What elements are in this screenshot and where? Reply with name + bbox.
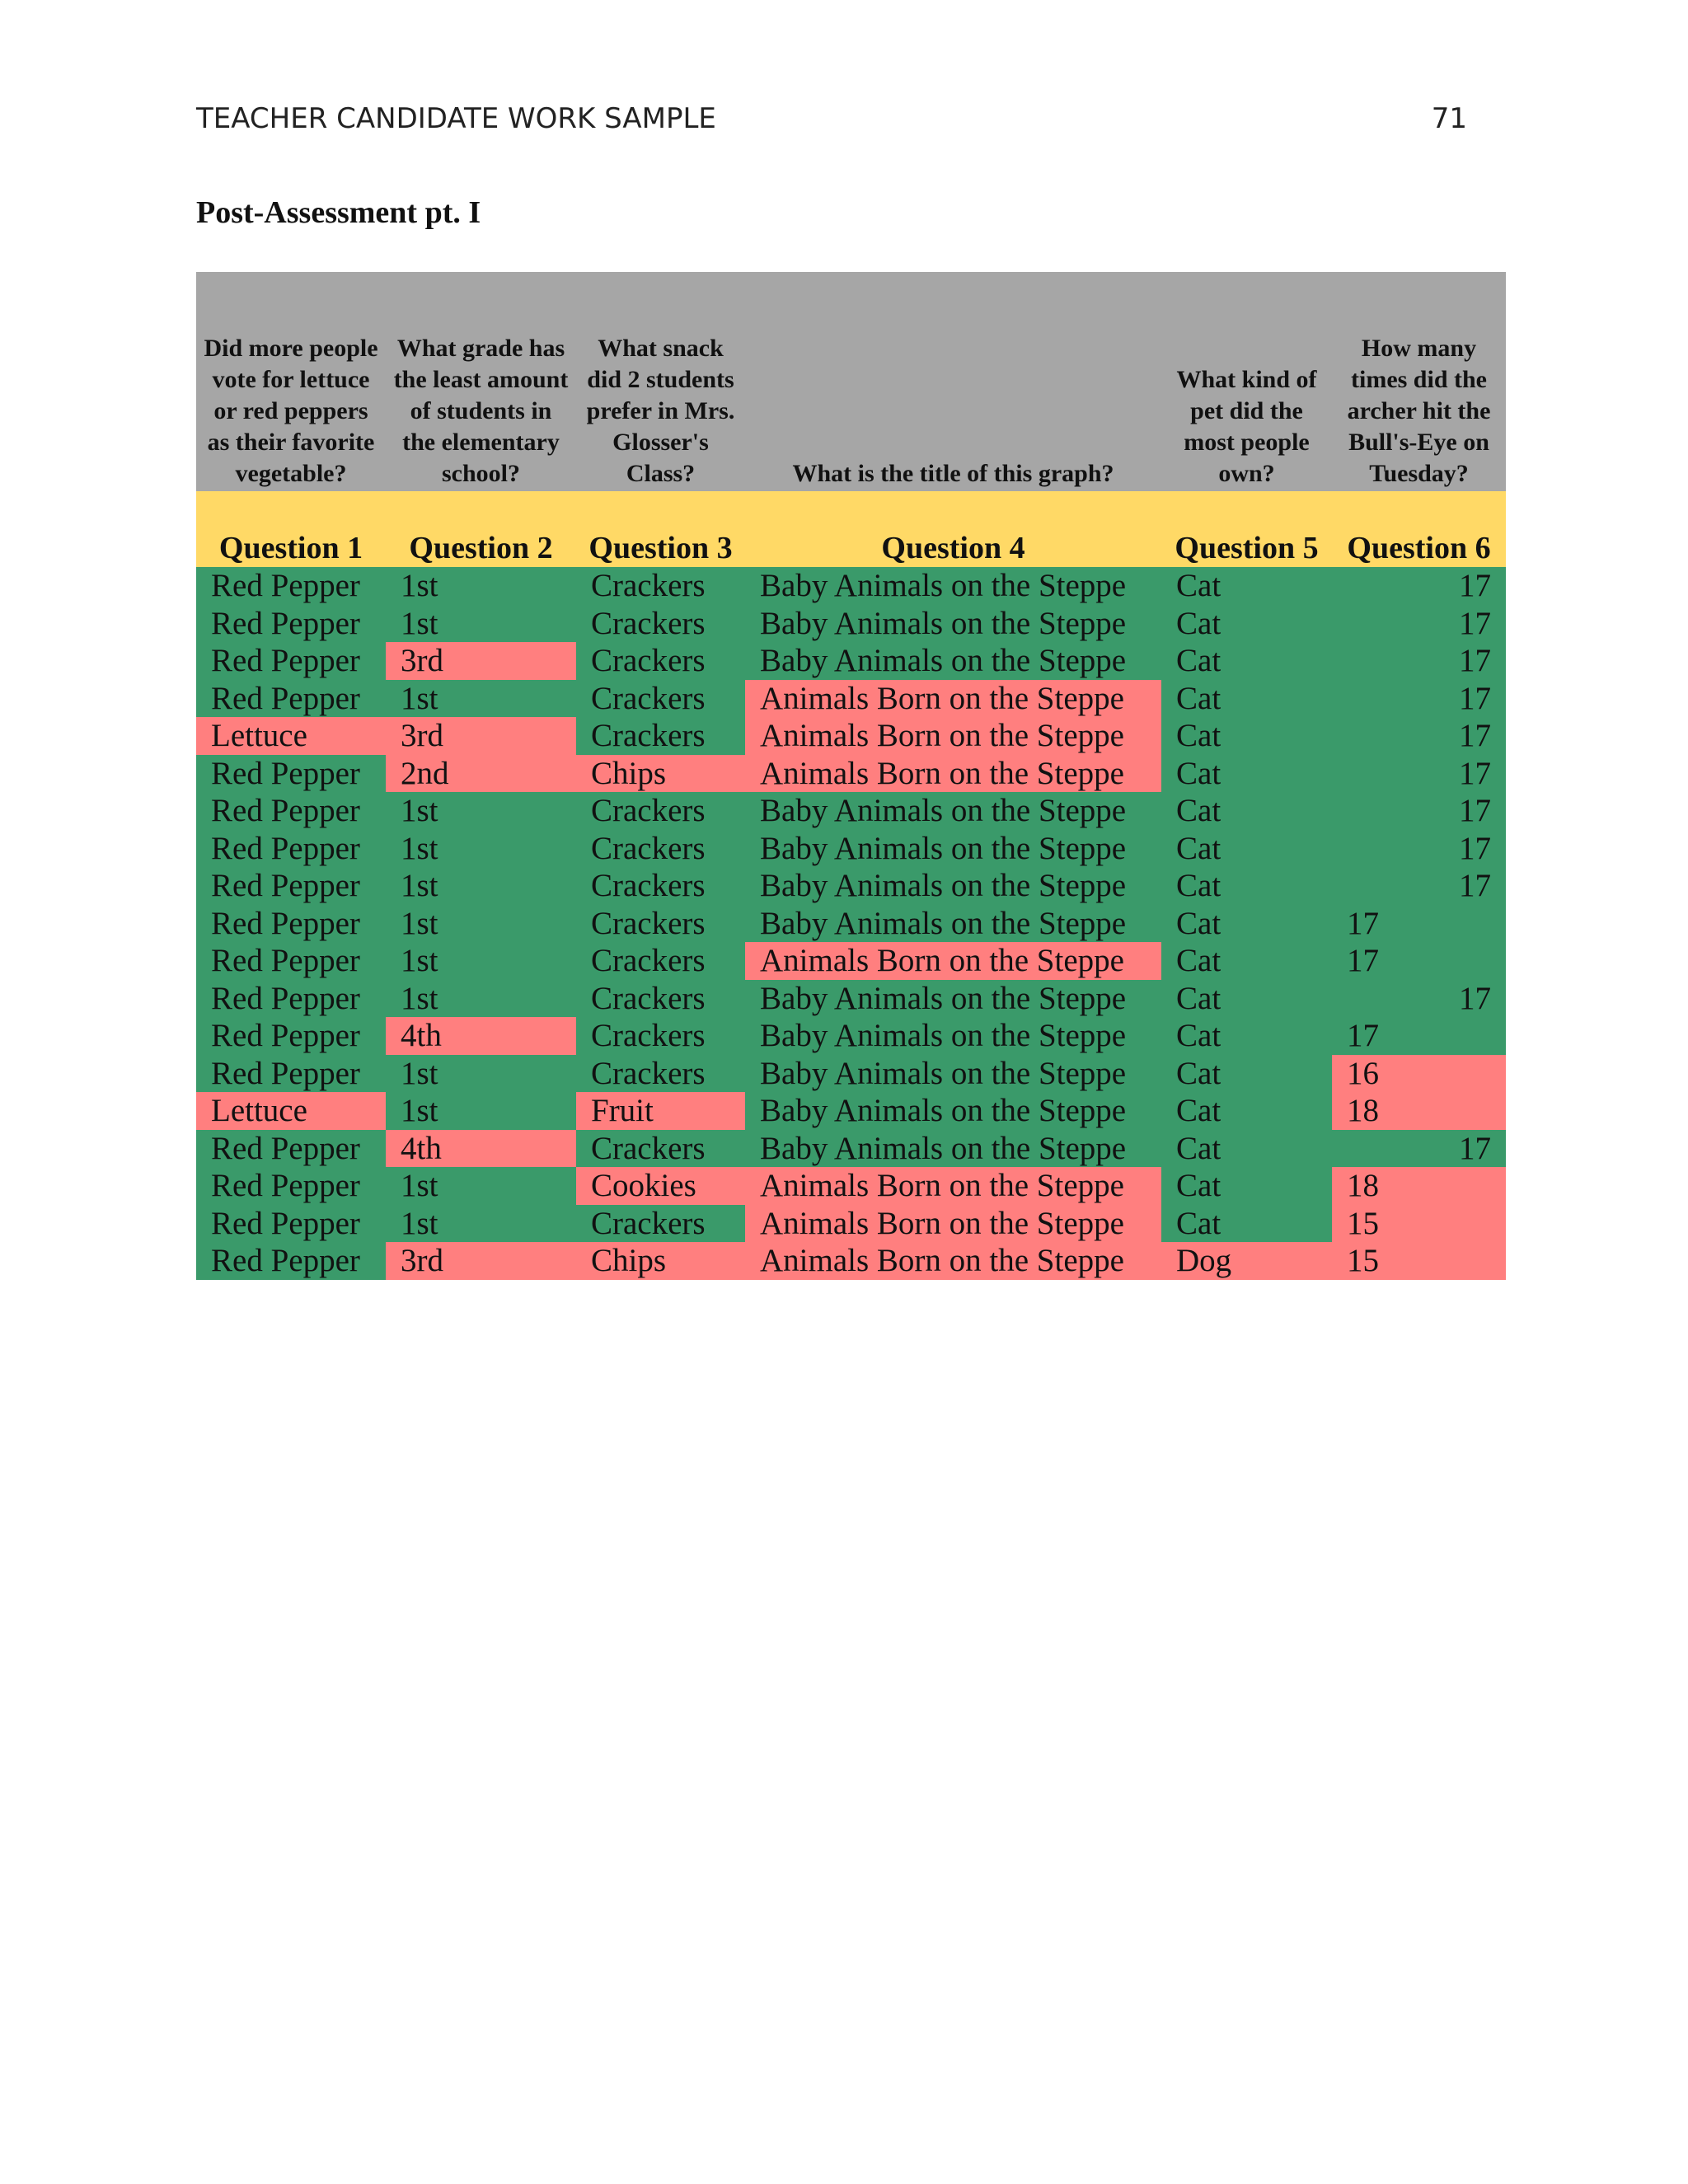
answer-cell-incorrect: Animals Born on the Steppe (745, 717, 1161, 755)
answer-cell-correct: Cat (1161, 680, 1332, 718)
question-number-row (196, 491, 1506, 567)
answer-cell-incorrect: 4th (386, 1017, 576, 1055)
answer-cell-incorrect: Animals Born on the Steppe (745, 755, 1161, 793)
answer-cell-correct: 17 (1332, 867, 1506, 905)
answer-cell-correct: Cat (1161, 942, 1332, 980)
answer-cell-correct: Red Pepper (196, 642, 386, 680)
answer-cell-correct: 1st (386, 1167, 576, 1205)
running-head (196, 102, 1467, 135)
answer-cell-correct: 17 (1332, 942, 1506, 980)
answer-cell-correct: 1st (386, 792, 576, 830)
answer-cell-correct: Red Pepper (196, 1242, 386, 1280)
answer-cell-incorrect: 15 (1332, 1205, 1506, 1243)
answer-cell-incorrect: 3rd (386, 642, 576, 680)
answer-cell-correct: 17 (1332, 605, 1506, 643)
question-number-cell: Question 2 (386, 491, 576, 567)
answer-cell-correct: 1st (386, 980, 576, 1018)
answer-cell-correct: Red Pepper (196, 1130, 386, 1168)
answer-cell-incorrect: 4th (386, 1130, 576, 1168)
answer-row (196, 942, 1506, 980)
answer-cell-correct: 17 (1332, 680, 1506, 718)
answer-row (196, 792, 1506, 830)
answer-cell-correct: Crackers (576, 605, 745, 643)
answer-cell-correct: 1st (386, 867, 576, 905)
answer-cell-correct: 17 (1332, 642, 1506, 680)
answer-cell-correct: Crackers (576, 680, 745, 718)
answer-cell-correct: Baby Animals on the Steppe (745, 1055, 1161, 1093)
answer-cell-incorrect: Animals Born on the Steppe (745, 680, 1161, 718)
answer-cell-correct: Cat (1161, 905, 1332, 943)
answer-cell-correct: 1st (386, 680, 576, 718)
answer-cell-correct: Red Pepper (196, 792, 386, 830)
answer-cell-correct: 1st (386, 1092, 576, 1130)
question-text-cell: How many times did the archer hit the Bull's-Eye on Tuesday? (1332, 272, 1506, 491)
answer-cell-correct: Red Pepper (196, 567, 386, 605)
answer-cell-incorrect: 18 (1332, 1167, 1506, 1205)
answer-cell-incorrect: Fruit (576, 1092, 745, 1130)
answer-cell-correct: 17 (1332, 717, 1506, 755)
answer-cell-correct: Baby Animals on the Steppe (745, 605, 1161, 643)
answer-row (196, 567, 1506, 605)
answer-cell-correct: Baby Animals on the Steppe (745, 905, 1161, 943)
answer-cell-correct: Cat (1161, 642, 1332, 680)
answer-cell-correct: 17 (1332, 755, 1506, 793)
answer-cell-correct: 1st (386, 605, 576, 643)
answer-cell-incorrect: 15 (1332, 1242, 1506, 1280)
answer-row (196, 867, 1506, 905)
answer-cell-correct: 17 (1332, 830, 1506, 868)
answer-cell-correct: 1st (386, 942, 576, 980)
question-number-cell: Question 4 (745, 491, 1161, 567)
answer-cell-correct: Baby Animals on the Steppe (745, 1130, 1161, 1168)
question-number-cell: Question 5 (1161, 491, 1332, 567)
answer-row (196, 1167, 1506, 1205)
answer-row (196, 905, 1506, 943)
answer-cell-correct: Red Pepper (196, 680, 386, 718)
answer-cell-correct: Red Pepper (196, 905, 386, 943)
answer-cell-correct: Red Pepper (196, 1167, 386, 1205)
answer-cell-correct: Crackers (576, 905, 745, 943)
answer-cell-correct: Cat (1161, 1017, 1332, 1055)
answer-cell-incorrect: Cookies (576, 1167, 745, 1205)
question-text-row (196, 272, 1506, 491)
question-text-cell: What snack did 2 students prefer in Mrs. Glosser's Class? (576, 272, 745, 491)
answer-cell-correct: Cat (1161, 830, 1332, 868)
answer-cell-correct: 1st (386, 905, 576, 943)
running-title: TEACHER CANDIDATE WORK SAMPLE (196, 102, 716, 135)
answer-cell-correct: Red Pepper (196, 605, 386, 643)
answer-cell-correct: Cat (1161, 792, 1332, 830)
answer-cell-correct: 17 (1332, 792, 1506, 830)
answer-cell-correct: Crackers (576, 1055, 745, 1093)
question-text-cell: What grade has the least amount of students in the elementary school? (386, 272, 576, 491)
answer-cell-incorrect: 16 (1332, 1055, 1506, 1093)
answer-cell-correct: Baby Animals on the Steppe (745, 830, 1161, 868)
answer-cell-correct: Baby Animals on the Steppe (745, 567, 1161, 605)
answer-cell-correct: Cat (1161, 1092, 1332, 1130)
answer-cell-correct: 1st (386, 830, 576, 868)
answer-cell-correct: 17 (1332, 905, 1506, 943)
answer-cell-correct: Red Pepper (196, 867, 386, 905)
question-text-cell: What is the title of this graph? (745, 272, 1161, 491)
answer-row (196, 1055, 1506, 1093)
answer-cell-correct: Cat (1161, 867, 1332, 905)
answer-cell-correct: Red Pepper (196, 1055, 386, 1093)
answer-cell-correct: Baby Animals on the Steppe (745, 980, 1161, 1018)
answer-cell-correct: Baby Animals on the Steppe (745, 642, 1161, 680)
answer-cell-correct: 1st (386, 567, 576, 605)
answer-cell-correct: Crackers (576, 642, 745, 680)
answer-cell-correct: 17 (1332, 980, 1506, 1018)
answer-cell-correct: Baby Animals on the Steppe (745, 1092, 1161, 1130)
answer-cell-correct: Red Pepper (196, 1017, 386, 1055)
answer-cell-correct: Red Pepper (196, 830, 386, 868)
answer-row (196, 755, 1506, 793)
answer-row (196, 642, 1506, 680)
answer-cell-correct: Cat (1161, 755, 1332, 793)
answer-cell-correct: Cat (1161, 717, 1332, 755)
answer-cell-correct: 17 (1332, 567, 1506, 605)
answer-cell-incorrect: Animals Born on the Steppe (745, 1242, 1161, 1280)
page-number: 71 (1431, 102, 1467, 135)
answer-cell-incorrect: 2nd (386, 755, 576, 793)
answer-cell-incorrect: Lettuce (196, 1092, 386, 1130)
question-number-cell: Question 1 (196, 491, 386, 567)
answer-cell-correct: Crackers (576, 1130, 745, 1168)
answer-cell-incorrect: Chips (576, 1242, 745, 1280)
answer-cell-incorrect: Animals Born on the Steppe (745, 942, 1161, 980)
answer-cell-correct: Red Pepper (196, 1205, 386, 1243)
answer-cell-incorrect: 3rd (386, 717, 576, 755)
answer-row (196, 1130, 1506, 1168)
answer-cell-correct: Baby Animals on the Steppe (745, 867, 1161, 905)
question-number-cell: Question 3 (576, 491, 745, 567)
answer-cell-correct: Red Pepper (196, 942, 386, 980)
answer-cell-correct: Red Pepper (196, 980, 386, 1018)
answer-cell-incorrect: Lettuce (196, 717, 386, 755)
answer-row (196, 1205, 1506, 1243)
answer-cell-correct: Baby Animals on the Steppe (745, 792, 1161, 830)
answer-cell-correct: Crackers (576, 1017, 745, 1055)
answer-cell-correct: Cat (1161, 605, 1332, 643)
question-text-cell: What kind of pet did the most people own? (1161, 272, 1332, 491)
answer-cell-incorrect: Dog (1161, 1242, 1332, 1280)
answer-cell-incorrect: Chips (576, 755, 745, 793)
answer-cell-correct: Crackers (576, 1205, 745, 1243)
answer-cell-correct: Cat (1161, 1055, 1332, 1093)
answer-row (196, 830, 1506, 868)
question-text-cell: Did more people vote for lettuce or red peppers as their favorite vegetable? (196, 272, 386, 491)
answer-cell-incorrect: Animals Born on the Steppe (745, 1205, 1161, 1243)
answer-row (196, 980, 1506, 1018)
answer-cell-correct: Cat (1161, 567, 1332, 605)
results-table (196, 272, 1506, 1280)
answer-cell-correct: Cat (1161, 980, 1332, 1018)
answer-cell-correct: 1st (386, 1055, 576, 1093)
answer-cell-correct: Red Pepper (196, 755, 386, 793)
answer-cell-correct: Crackers (576, 717, 745, 755)
answer-cell-correct: 17 (1332, 1130, 1506, 1168)
page-title: Post-Assessment pt. I (196, 195, 481, 230)
answer-row (196, 717, 1506, 755)
answer-cell-correct: Crackers (576, 980, 745, 1018)
answer-cell-correct: Cat (1161, 1130, 1332, 1168)
answer-cell-correct: Crackers (576, 942, 745, 980)
answer-cell-correct: Crackers (576, 830, 745, 868)
answer-cell-correct: Crackers (576, 567, 745, 605)
answer-cell-correct: Cat (1161, 1205, 1332, 1243)
answer-cell-correct: Baby Animals on the Steppe (745, 1017, 1161, 1055)
answer-row (196, 1017, 1506, 1055)
answer-cell-correct: 1st (386, 1205, 576, 1243)
answer-cell-incorrect: Animals Born on the Steppe (745, 1167, 1161, 1205)
answer-cell-incorrect: 3rd (386, 1242, 576, 1280)
answer-cell-correct: Crackers (576, 792, 745, 830)
answer-row (196, 605, 1506, 643)
answer-cell-correct: Cat (1161, 1167, 1332, 1205)
answer-cell-incorrect: 18 (1332, 1092, 1506, 1130)
answer-row (196, 680, 1506, 718)
question-number-cell: Question 6 (1332, 491, 1506, 567)
answer-row (196, 1092, 1506, 1130)
answer-row (196, 1242, 1506, 1280)
answer-cell-correct: 17 (1332, 1017, 1506, 1055)
answer-cell-correct: Crackers (576, 867, 745, 905)
